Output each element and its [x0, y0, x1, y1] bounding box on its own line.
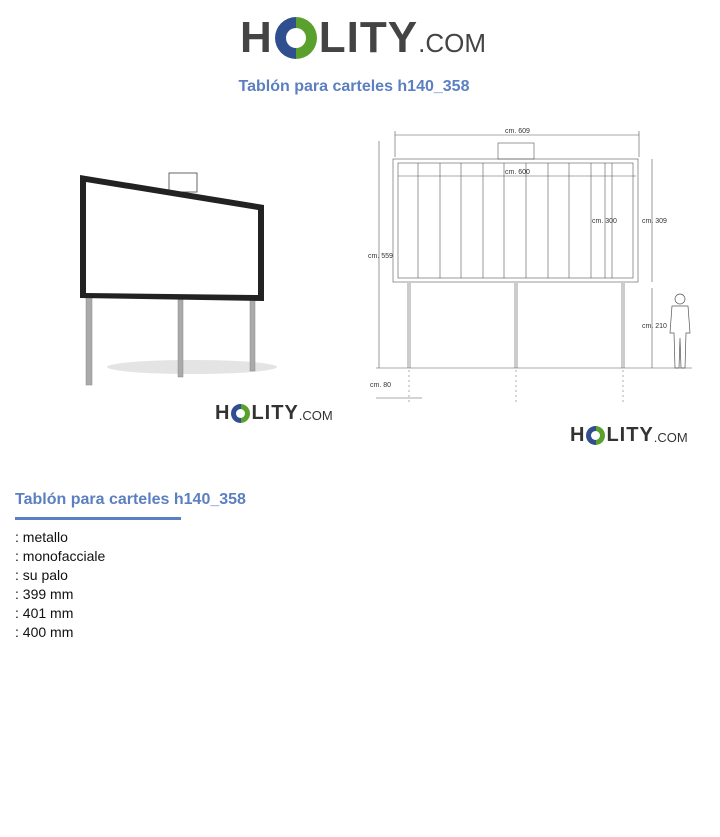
- product-photo: [72, 165, 282, 390]
- holity-logo-small: [570, 422, 688, 448]
- logo-domain: .COM: [653, 430, 688, 445]
- logo-letter-h: H: [570, 423, 586, 446]
- logo-letters: LITY: [251, 401, 299, 424]
- spec-item: : metallo: [15, 529, 68, 545]
- technical-drawing: [362, 123, 702, 408]
- logo-domain: .COM: [298, 408, 333, 423]
- spec-item: : su palo: [15, 567, 68, 583]
- spec-item: : 400 mm: [15, 624, 74, 640]
- holity-logo-small: [215, 400, 333, 426]
- title-underline: [15, 517, 181, 520]
- dim-depth-ground: cm. 80: [370, 382, 392, 389]
- dim-width-outer: cm. 609: [505, 128, 530, 135]
- spec-list: [15, 528, 105, 642]
- logo-o-icon: [275, 17, 317, 59]
- spec-item: : monofacciale: [15, 548, 106, 564]
- spec-item: : 399 mm: [15, 586, 74, 602]
- logo-letter-h: H: [215, 401, 231, 424]
- dim-height-leg: cm. 210: [642, 323, 667, 330]
- page-title: Tablón para carteles h140_358: [238, 78, 470, 95]
- logo-o-icon: [231, 404, 250, 423]
- logo-o-icon: [586, 426, 605, 445]
- logo-letter-h: H: [240, 13, 273, 62]
- section-title: Tablón para carteles h140_358: [15, 491, 246, 508]
- dim-height-frame: cm. 309: [642, 218, 667, 225]
- spec-item: : 401 mm: [15, 605, 74, 621]
- logo-letters: LITY: [606, 423, 654, 446]
- holity-logo[interactable]: [240, 12, 486, 64]
- dim-height-total: cm. 559: [368, 253, 393, 260]
- logo-letters: LITY: [318, 13, 419, 62]
- dim-width-inner: cm. 600: [505, 169, 530, 176]
- dim-height-panel: cm. 300: [592, 218, 617, 225]
- human-scale-figure: [670, 294, 690, 368]
- logo-domain: .COM: [418, 27, 486, 58]
